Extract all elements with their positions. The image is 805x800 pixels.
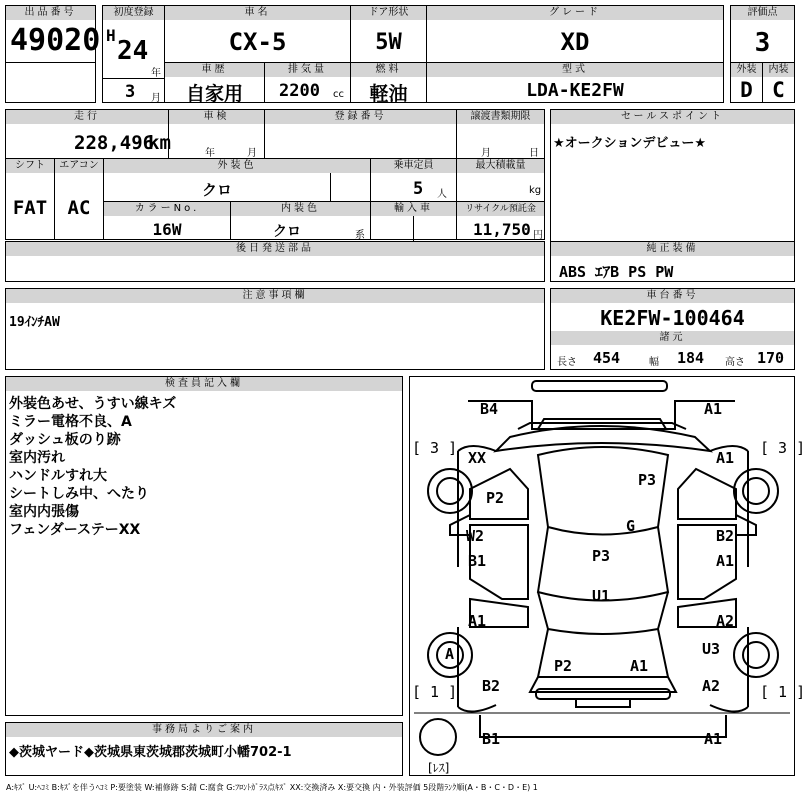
tire-rear-left-grade: [ 1 ] (412, 683, 458, 701)
int-color-box (230, 201, 371, 240)
grade-label: グレード (427, 6, 723, 20)
registration-box (264, 109, 457, 159)
import-label: 輸入車 (371, 202, 456, 216)
inspector-box (5, 376, 403, 716)
transfer-box (456, 109, 545, 159)
damage-w2: W2 (466, 527, 485, 545)
spare-tire-label: [ﾚｽ] (428, 761, 450, 775)
damage-a1-right-door: A1 (716, 552, 735, 570)
inspection-box (168, 109, 265, 159)
note-line: ダッシュ板のり跡 (9, 432, 121, 448)
tire-front-right (734, 469, 778, 513)
sales-point-label: セールスポイント (551, 110, 794, 124)
lot-no: 49020 (10, 23, 101, 58)
month-unit: 月 (151, 93, 161, 104)
damage-a-tire: A (445, 645, 455, 663)
damage-p3-mid: P3 (592, 547, 611, 565)
door-label: ドア形状 (351, 6, 426, 20)
capacity-label: 乗車定員 (371, 159, 456, 173)
note-line: ハンドルすれ大 (9, 468, 107, 484)
model-label: 型式 (427, 63, 723, 77)
recycle-label: リサイクル預託金 (457, 202, 544, 216)
first-reg-year: 24 (117, 36, 149, 66)
length-label: 長さ (557, 357, 577, 368)
damage-p3-top: P3 (638, 471, 657, 489)
registration-label: 登録番号 (265, 110, 456, 124)
mileage-unit: km (148, 132, 171, 154)
grade: XD (560, 28, 590, 56)
ext-color: クロ (201, 181, 232, 199)
first-reg-label: 初度登録 (103, 6, 164, 20)
windshield-roof (538, 447, 668, 535)
spare-tire (420, 719, 456, 755)
lot-no-box (5, 5, 101, 63)
office-note: ◆茨城ヤード◆茨城県東茨城郡茨城町小幡702-1 (9, 745, 292, 760)
transfer-label: 譲渡書類期限 (457, 110, 544, 124)
note-line: ミラー電格不良、A (9, 414, 132, 430)
car-name: CX-5 (228, 28, 287, 56)
score: 3 (754, 28, 771, 58)
ext-color-box (103, 158, 371, 202)
capacity: 5 (413, 179, 424, 199)
damage-xx: XX (468, 449, 487, 467)
color-no-box (103, 201, 231, 240)
car-name-box (164, 5, 351, 63)
max-load-label: 最大積載量 (457, 159, 544, 173)
history: 自家用 (185, 83, 243, 105)
mileage-label: 走行 (6, 110, 168, 124)
fuel-box (350, 62, 427, 103)
door-box (350, 5, 427, 63)
int-color-unit: 系 (355, 230, 365, 241)
office-box (5, 722, 403, 776)
damage-b2-bottom-left: B2 (482, 677, 501, 695)
later-parts-label: 後日発送部品 (6, 242, 544, 256)
damage-p2-left: P2 (486, 489, 505, 507)
capacity-unit: 人 (437, 189, 447, 200)
damage-a1-left: A1 (468, 612, 487, 630)
tire-front-left-grade: [ 3 ] (412, 439, 458, 457)
model: LDA-KE2FW (526, 80, 624, 101)
inspection-month-unit: 月 (247, 148, 257, 159)
caution-box (5, 288, 545, 370)
chassis-no: KE2FW-100464 (600, 306, 745, 330)
shift-label: シフト (6, 159, 54, 173)
tire-front-left (428, 469, 472, 513)
caution: 19ｲﾝﾁAW (9, 315, 60, 330)
color-no: 16W (152, 220, 182, 239)
car-name-label: 車名 (165, 6, 350, 20)
equipment-label: 純正装備 (551, 242, 794, 256)
width: 184 (677, 349, 705, 367)
interior-grade-box (762, 62, 795, 103)
equipment-box (550, 241, 795, 282)
office-label: 事務局よりご案内 (6, 723, 402, 737)
era: H (106, 26, 116, 45)
capacity-box (370, 158, 457, 202)
equipment: ABS ｴｱB PS PW (559, 263, 674, 281)
max-load-unit: kg (529, 185, 542, 196)
door-type: 5W (375, 30, 402, 55)
score-box (730, 5, 795, 63)
displacement-unit: cc (333, 89, 344, 100)
chassis-label: 車台番号 (551, 289, 794, 303)
note-line: 外装色あせ、うすい線キズ (9, 396, 177, 412)
grade-box (426, 5, 724, 63)
damage-b4: B4 (480, 400, 499, 418)
ac-label: エアコン (55, 159, 103, 173)
tire-rear-right-grade: [ 1 ] (760, 683, 805, 701)
damage-legend: A:ｷｽﾞ U:ﾍｺﾐ B:ｷｽﾞを伴うﾍｺﾐ P:要塗装 W:補修跡 S:錆 C:腐食 G:ﾌﾛﾝﾄｶﾞﾗｽ点ｷｽﾞ XX:交換済み X:要交換 内・外装評価 5段階ﾗﾝｸ順(A・B・C・D・E) 1 (6, 783, 538, 792)
inspector-notes (9, 395, 176, 539)
sales-point-box (550, 109, 795, 244)
car-diagram (410, 377, 796, 777)
chassis-box (550, 288, 795, 370)
front-panel (468, 401, 735, 429)
import-box (370, 201, 457, 240)
damage-a2-bottom-right: A2 (702, 677, 721, 695)
ac-box (54, 158, 104, 240)
history-box (164, 62, 265, 103)
recycle-unit: 円 (533, 230, 543, 241)
length: 454 (593, 349, 621, 367)
damage-b2-right: B2 (716, 527, 735, 545)
sales-point: ★オークションデビュー★ (553, 136, 707, 151)
interior-grade: C (772, 78, 785, 102)
mileage-box (5, 109, 169, 159)
year-unit: 年 (151, 68, 161, 79)
height-label: 高さ (725, 357, 745, 368)
exterior-label: 外装 (731, 63, 762, 77)
max-load-box (456, 158, 545, 202)
recycle-box (456, 201, 545, 240)
interior-label: 内装 (763, 63, 794, 77)
license-plate (576, 699, 630, 707)
shift: FAT (12, 197, 48, 219)
note-line: フェンダーステーXX (9, 522, 141, 538)
mileage: 228,496 (74, 132, 155, 154)
displacement: 2200 (279, 81, 320, 101)
damage-b1-bumper: B1 (482, 730, 501, 748)
lot-no-blank (5, 62, 96, 103)
score-label: 評価点 (731, 6, 794, 20)
int-color: クロ (273, 224, 301, 240)
damage-b1-left: B1 (468, 552, 487, 570)
displacement-label: 排気量 (265, 63, 350, 77)
damage-u3: U3 (702, 640, 721, 658)
note-line: 室内内張傷 (9, 504, 79, 520)
width-label: 幅 (649, 357, 659, 368)
recycle: 11,750 (473, 220, 531, 239)
damage-a1-fender: A1 (716, 449, 735, 467)
fuel: 軽油 (369, 83, 408, 105)
rear-bumper (536, 689, 670, 699)
damage-a2-right: A2 (716, 612, 735, 630)
shift-box (5, 158, 55, 240)
note-line: 室内汚れ (9, 450, 65, 466)
tire-rear-right (734, 633, 778, 677)
note-line: シートしみ中、へたり (9, 486, 149, 502)
ext-color-label: 外装色 (104, 159, 370, 173)
inspector-label: 検査員記入欄 (6, 377, 402, 391)
damage-u1: U1 (592, 587, 611, 605)
fuel-label: 燃料 (351, 63, 426, 77)
model-box (426, 62, 724, 103)
car-diagram-box (409, 376, 805, 776)
displacement-box (264, 62, 351, 103)
exterior-grade-box (730, 62, 763, 103)
transfer-month-unit: 月 (481, 148, 491, 159)
color-no-label: カラーNo. (104, 202, 230, 216)
exterior-grade: D (740, 78, 753, 102)
inspection-label: 車検 (169, 110, 264, 124)
int-color-label: 内装色 (231, 202, 370, 216)
damage-a1-front-right: A1 (704, 400, 723, 418)
damage-g: G (626, 517, 636, 535)
tire-front-right-grade: [ 3 ] (760, 439, 805, 457)
ac: AC (67, 197, 91, 219)
inspection-year-unit: 年 (205, 148, 215, 159)
height: 170 (757, 349, 785, 367)
dims-label: 諸元 (551, 331, 794, 345)
first-reg-box (102, 5, 165, 103)
first-reg-month: 3 (125, 82, 136, 102)
later-parts-box (5, 241, 545, 282)
damage-a1-bumper: A1 (704, 730, 723, 748)
damage-p2-bottom: P2 (554, 657, 573, 675)
front-bumper (532, 381, 667, 391)
transfer-day-unit: 日 (529, 148, 539, 159)
history-label: 車歴 (165, 63, 264, 77)
caution-label: 注意事項欄 (6, 289, 544, 303)
lot-no-label: 出品番号 (6, 6, 95, 20)
damage-a1-bottom: A1 (630, 657, 649, 675)
